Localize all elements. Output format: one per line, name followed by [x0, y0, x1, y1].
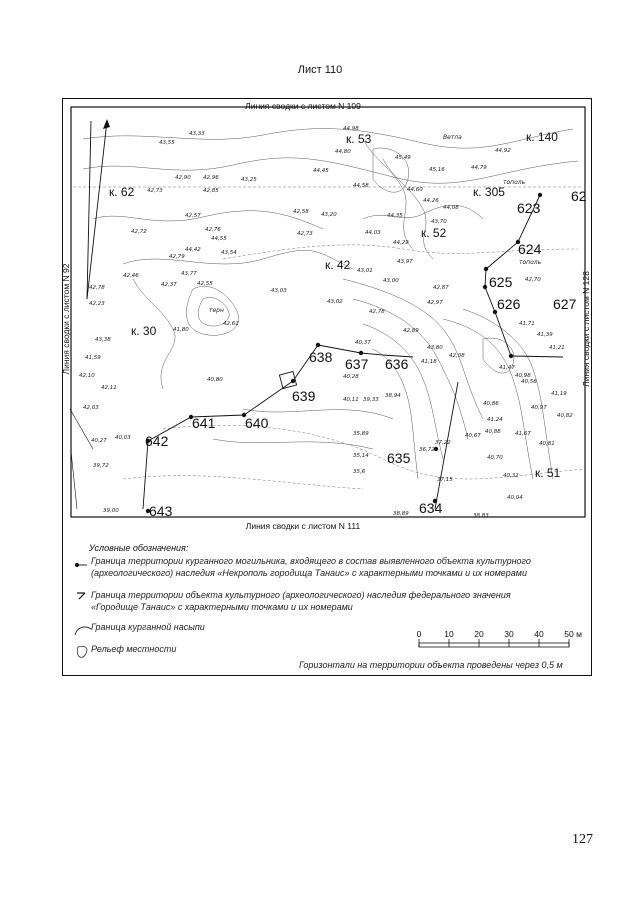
svg-text:42,89: 42,89 [403, 328, 419, 334]
svg-text:40,88: 40,88 [485, 429, 501, 435]
svg-text:45,16: 45,16 [429, 167, 445, 173]
svg-text:43,02: 43,02 [327, 299, 343, 305]
svg-text:41,21: 41,21 [549, 345, 565, 351]
svg-text:41,67: 41,67 [515, 431, 531, 437]
svg-text:41,24: 41,24 [487, 417, 503, 423]
svg-text:42,03: 42,03 [83, 405, 99, 411]
svg-text:44,80: 44,80 [335, 149, 351, 155]
legend-item-settlement: Граница территории объекта культурного (археологического) наследия федерального значения «Городище Танаис» с характерными точками и их номерами [91, 590, 511, 612]
svg-text:42,70: 42,70 [525, 277, 541, 283]
svg-text:43,33: 43,33 [189, 131, 205, 137]
svg-text:42,11: 42,11 [101, 385, 117, 391]
svg-text:42,76: 42,76 [205, 227, 221, 233]
svg-text:38,83: 38,83 [473, 513, 489, 519]
svg-text:41,71: 41,71 [519, 321, 535, 327]
svg-text:39,33: 39,33 [363, 397, 379, 403]
svg-text:40,67: 40,67 [465, 433, 481, 439]
contour-interval-note: Горизонтали на территории объекта проведены через 0,5 м [299, 660, 563, 670]
svg-text:42,78: 42,78 [369, 309, 385, 315]
svg-text:37,15: 37,15 [437, 477, 453, 483]
svg-text:44,98: 44,98 [343, 126, 359, 132]
svg-text:40,70: 40,70 [487, 455, 503, 461]
edge-label-left: Линия сводки с листом N 92 [61, 263, 71, 375]
svg-text:42,85: 42,85 [203, 188, 219, 194]
svg-text:40,86: 40,86 [483, 401, 499, 407]
svg-text:44,60: 44,60 [407, 187, 423, 193]
point-markers [146, 193, 542, 513]
svg-text:42,37: 42,37 [161, 282, 177, 288]
svg-text:42,58: 42,58 [293, 209, 309, 215]
svg-text:42,72: 42,72 [131, 229, 147, 235]
svg-text:43,55: 43,55 [159, 140, 175, 146]
point-label: 639 [292, 388, 316, 404]
svg-text:39,72: 39,72 [93, 463, 109, 469]
svg-text:40,03: 40,03 [115, 435, 131, 441]
svg-text:40,32: 40,32 [503, 473, 519, 479]
point-label: 634 [419, 500, 443, 516]
svg-text:40,80: 40,80 [207, 377, 223, 383]
svg-text:42,73: 42,73 [297, 231, 313, 237]
svg-text:42,79: 42,79 [169, 254, 185, 260]
svg-text:42,73: 42,73 [147, 188, 163, 194]
page-number: 127 [572, 832, 593, 847]
svg-text:38,94: 38,94 [385, 393, 401, 399]
point-label: 638 [309, 349, 333, 365]
legend-item-mound: Граница курганной насыпи [91, 622, 205, 632]
svg-text:42,46: 42,46 [123, 273, 139, 279]
point-label: 643 [149, 503, 173, 519]
kurgan-label: к. 30 [131, 324, 157, 338]
scale-tick-label: 50 [564, 629, 574, 639]
svg-text:44,55: 44,55 [211, 236, 227, 242]
feature-label: терн [209, 307, 224, 314]
point-label: 62 [571, 188, 587, 204]
point-label: 625 [489, 274, 513, 290]
svg-text:44,08: 44,08 [443, 205, 459, 211]
svg-text:42,97: 42,97 [427, 300, 443, 306]
svg-text:40,56: 40,56 [521, 379, 537, 385]
svg-text:41,59: 41,59 [85, 355, 101, 361]
svg-text:44,03: 44,03 [365, 230, 381, 236]
svg-text:42,78: 42,78 [89, 285, 105, 291]
scale-bar [417, 629, 582, 647]
svg-text:43,03: 43,03 [271, 288, 287, 294]
svg-text:40,98: 40,98 [515, 373, 531, 379]
point-label: 637 [345, 356, 369, 372]
svg-text:35,14: 35,14 [353, 453, 369, 459]
svg-text:40,37: 40,37 [355, 340, 371, 346]
legend-title: Условные обозначения: [89, 543, 189, 553]
svg-text:42,61: 42,61 [223, 321, 239, 327]
svg-text:40,81: 40,81 [539, 441, 555, 447]
kurgan-label: к. 51 [535, 466, 561, 480]
svg-text:43,25: 43,25 [241, 177, 257, 183]
svg-text:35,89: 35,89 [353, 431, 369, 437]
svg-text:44,92: 44,92 [495, 148, 511, 154]
svg-text:44,45: 44,45 [313, 168, 329, 174]
svg-text:41,47: 41,47 [499, 365, 515, 371]
legend-symbols [75, 563, 91, 657]
kurgan-label: к. 305 [473, 185, 505, 199]
svg-text:42,08: 42,08 [449, 353, 465, 359]
svg-text:39,00: 39,00 [103, 508, 119, 514]
edge-label-bottom: Линия сводки с листом N 111 [245, 521, 361, 531]
scale-tick-label: 30 [504, 629, 514, 639]
point-label: 624 [518, 241, 542, 257]
point-label: 640 [245, 415, 269, 431]
point-label: 642 [145, 433, 169, 449]
svg-text:41,18: 41,18 [421, 359, 437, 365]
svg-text:41,19: 41,19 [551, 391, 567, 397]
kurgan-label: к. 140 [526, 130, 558, 144]
svg-text:38,89: 38,89 [393, 511, 409, 517]
point-label: 636 [385, 356, 409, 372]
necropolis-boundary [70, 119, 563, 509]
feature-label: тополь [503, 179, 526, 186]
svg-text:37,22: 37,22 [435, 440, 451, 446]
svg-text:42,87: 42,87 [433, 285, 449, 291]
point-label: 635 [387, 450, 411, 466]
feature-label: Ветла [443, 134, 462, 141]
svg-text:43,38: 43,38 [95, 337, 111, 343]
svg-text:40,27: 40,27 [91, 438, 107, 444]
svg-text:43,97: 43,97 [397, 259, 413, 265]
svg-text:40,97: 40,97 [531, 405, 547, 411]
svg-text:36,72: 36,72 [419, 447, 435, 453]
svg-text:44,29: 44,29 [393, 240, 409, 246]
scale-tick-label: 0 [416, 629, 422, 639]
svg-text:42,57: 42,57 [185, 213, 201, 219]
svg-text:43,80: 43,80 [427, 345, 443, 351]
edge-label-right: Линия сводки с листом N 128 [581, 271, 591, 387]
scale-unit-label: м [576, 629, 582, 639]
svg-text:44,79: 44,79 [471, 165, 487, 171]
kurgan-label: к. 42 [325, 258, 351, 272]
edge-label-top: Линия сводки с листом N 109 [245, 101, 361, 111]
svg-text:41,80: 41,80 [173, 327, 189, 333]
kurgan-label: к. 62 [109, 185, 135, 199]
svg-text:41,39: 41,39 [537, 332, 553, 338]
svg-text:40,11: 40,11 [343, 397, 359, 403]
svg-text:42,23: 42,23 [89, 301, 105, 307]
svg-text:43,77: 43,77 [181, 271, 197, 277]
svg-text:42,10: 42,10 [79, 373, 95, 379]
scale-tick-label: 20 [474, 629, 484, 639]
svg-text:40,82: 40,82 [557, 413, 573, 419]
svg-text:42,90: 42,90 [175, 175, 191, 181]
kurgan-label: к. 52 [421, 226, 447, 240]
map-frame [62, 98, 592, 676]
svg-text:43,20: 43,20 [321, 212, 337, 218]
kurgan-label: к. 53 [346, 132, 372, 146]
svg-text:43,54: 43,54 [221, 250, 237, 256]
svg-text:44,35: 44,35 [387, 213, 403, 219]
svg-text:43,70: 43,70 [431, 219, 447, 225]
svg-text:44,58: 44,58 [353, 183, 369, 189]
scale-tick-label: 10 [444, 629, 454, 639]
point-label: 623 [517, 200, 541, 216]
svg-text:40,28: 40,28 [343, 374, 359, 380]
svg-text:43,01: 43,01 [357, 268, 373, 274]
svg-text:45,49: 45,49 [395, 155, 411, 161]
legend-item-necropolis: Граница территории курганного могильника, входящего в состав выявленного объекта культурного (археологического) наследия «Некрополь городища Танаис» с характерными точками и их номерами [91, 556, 531, 578]
scale-tick-label: 40 [534, 629, 544, 639]
svg-text:35,6: 35,6 [353, 469, 366, 475]
point-label: 641 [192, 415, 216, 431]
sheet-title: Лист 110 [297, 64, 343, 76]
svg-text:43,00: 43,00 [383, 278, 399, 284]
svg-text:42,96: 42,96 [203, 175, 219, 181]
point-label: 626 [497, 296, 521, 312]
svg-text:44,26: 44,26 [423, 198, 439, 204]
legend-item-relief: Рельеф местности [91, 644, 177, 654]
svg-text:44,42: 44,42 [185, 247, 201, 253]
feature-label: тополь [519, 259, 542, 266]
svg-text:40,04: 40,04 [507, 495, 523, 501]
point-label: 627 [553, 296, 577, 312]
svg-text:42,55: 42,55 [197, 281, 213, 287]
